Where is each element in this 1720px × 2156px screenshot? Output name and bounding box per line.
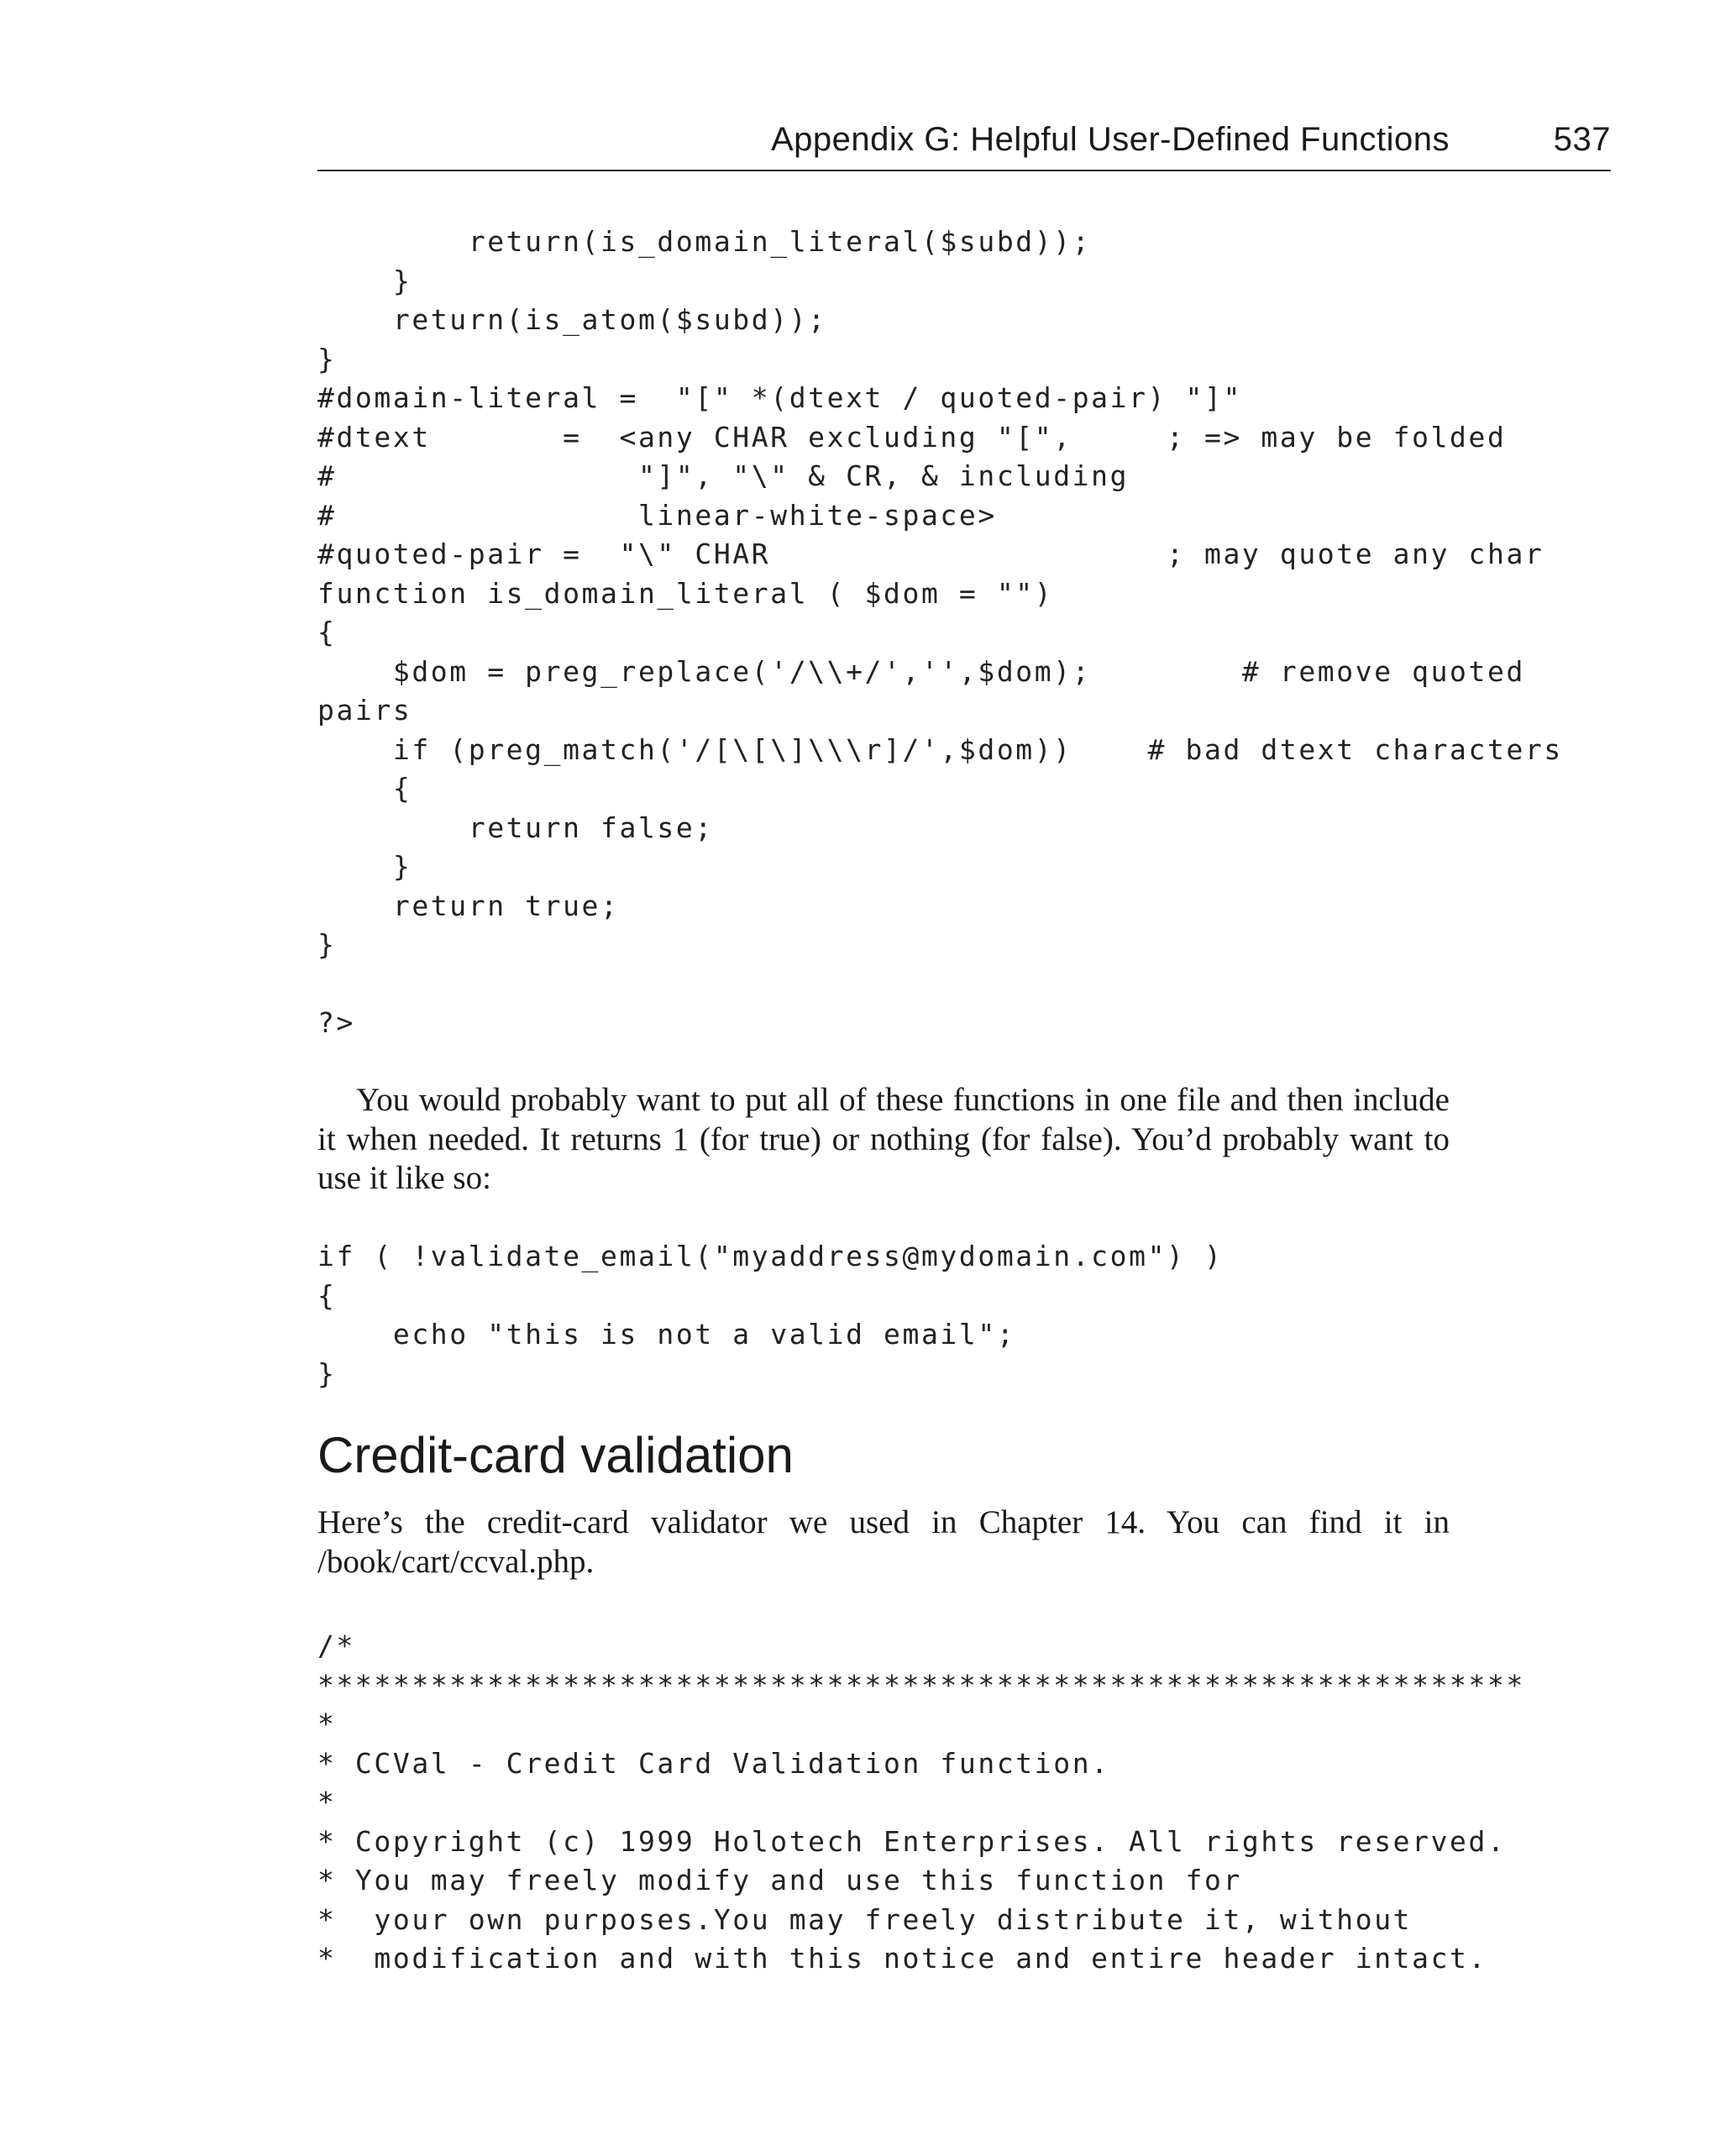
page-number: 537 <box>1553 121 1611 158</box>
code-line: } <box>317 1356 337 1390</box>
code-line: * <box>317 1707 337 1740</box>
code-line: pairs <box>317 694 412 727</box>
code-line: { <box>317 772 412 805</box>
code-line: * CCVal - Credit Card Validation function. <box>317 1746 1110 1780</box>
code-line: { <box>317 616 337 648</box>
code-line: return false; <box>317 810 714 844</box>
code-line: # linear-white-space> <box>317 498 997 532</box>
code-line: # "]", "\" & CR, & including <box>317 459 1130 492</box>
code-block-validate-email <box>317 1237 1223 1393</box>
code-line: * modification and with this notice and entire header intact. <box>317 1942 1487 1975</box>
code-line: if ( !validate_email("myaddress@mydomain.com") ) <box>317 1240 1224 1272</box>
code-line: #dtext = <any CHAR excluding "[", ; => may be folded <box>317 420 1507 454</box>
code-line: if (preg_match('/[\[\]\\\r]/',$dom)) # bad dtext characters <box>317 732 1563 766</box>
code-line <box>317 965 1563 1005</box>
code-line: { <box>317 1278 337 1312</box>
code-line: function is_domain_literal ( $dom = "") <box>317 576 1054 610</box>
code-line: } <box>317 342 337 375</box>
code-line: **************************************************************** <box>317 1668 1525 1702</box>
header-title: Appendix G: Helpful User-Defined Functions <box>770 121 1450 158</box>
code-line: echo "this is not a valid email"; <box>317 1318 1016 1351</box>
code-line: } <box>317 264 412 297</box>
code-line: return(is_atom($subd)); <box>317 303 827 336</box>
running-header <box>317 118 1611 171</box>
code-line: /* <box>317 1629 355 1662</box>
section-heading: Credit-card validation <box>317 1427 794 1483</box>
code-line: } <box>317 928 337 961</box>
code-line: * You may freely modify and use this function for <box>317 1864 1242 1896</box>
code-line: return(is_domain_literal($subd)); <box>317 225 1092 258</box>
code-line: return true; <box>317 889 620 922</box>
body-paragraph-credit-card: Here’s the credit-card validator we used in Chapter 14. You can find it in /book/cart/ccval.php. <box>317 1504 1450 1580</box>
body-paragraph-usage: You would probably want to put all of these functions in one file and then include it when needed. It returns 1 (for true) or nothing (for false). You’d probably want to use it like so: <box>317 1082 1450 1196</box>
code-line: $dom = preg_replace('/\\+/','',$dom); # remove quoted <box>317 654 1525 688</box>
code-line: * your own purposes.You may freely distribute it, without <box>317 1902 1413 1936</box>
code-line: #quoted-pair = "\" CHAR ; may quote any char <box>317 538 1544 570</box>
code-block-domain-literal <box>317 223 1563 1043</box>
code-line: ?> <box>317 1006 355 1039</box>
code-line: * Copyright (c) 1999 Holotech Enterprises. All rights reserved. <box>317 1824 1507 1858</box>
book-page <box>317 0 1611 2156</box>
code-line: } <box>317 850 412 883</box>
code-line: #domain-literal = "[" *(dtext / quoted-pair) "]" <box>317 381 1242 414</box>
code-line: * <box>317 1786 337 1818</box>
code-block-ccval-header <box>317 1627 1525 1979</box>
